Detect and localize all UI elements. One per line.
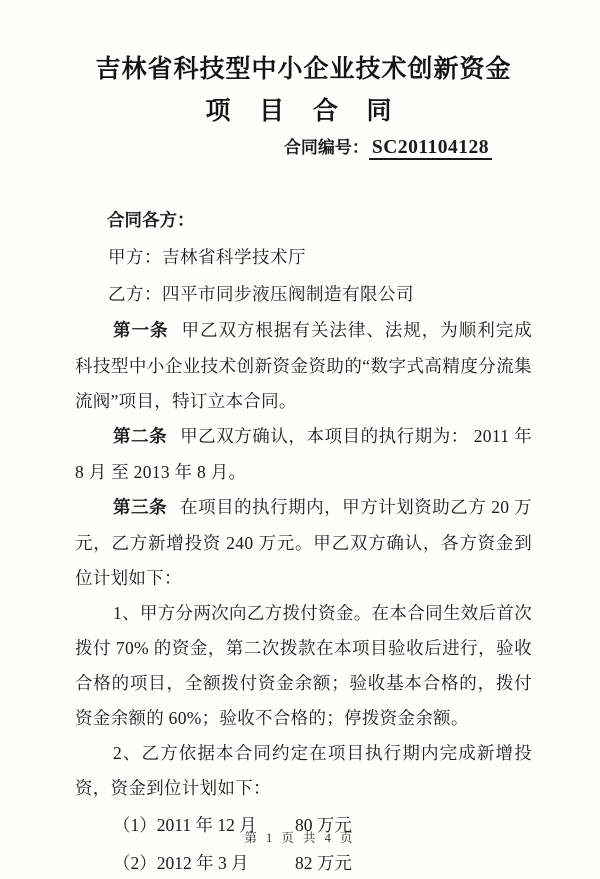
schedule-1-date: （1）2011 年 12 月 xyxy=(113,815,257,835)
clause-1-paragraph: 1、甲方分两次向乙方拨付资金。在本合同生效后首次拨付 70% 的资金，第二次拨款在本项目验收后进行，验收合格的项目，全额拨付资金余额；验收基本合格的，拨付资金余额的 60%；验收不合格的；停拨资金余额。 xyxy=(75,603,532,728)
article-1-paragraph xyxy=(75,313,532,419)
clause-2-paragraph: 2、乙方依据本合同约定在项目执行期内完成新增投资，资金到位计划如下： xyxy=(75,743,532,798)
page-number-footer: 第 1 页 共 4 页 xyxy=(244,831,356,845)
article-2-paragraph xyxy=(75,419,532,490)
document-title-line2: 项 目 合 同 xyxy=(205,96,402,125)
party-b-line: 乙方：四平市同步液压阀制造有限公司 xyxy=(108,284,414,304)
contract-number-value: SC201104128 xyxy=(369,137,492,160)
investment-schedule-row-2 xyxy=(113,844,532,879)
article-1-label: 第一条 xyxy=(113,321,169,341)
article-3-text: 在项目的执行期内，甲方计划资助乙方 20 万元，乙方新增投资 240 万元。甲乙双方确认，各方资金到位计划如下： xyxy=(75,497,532,588)
parties-heading: 合同各方： xyxy=(107,211,195,231)
schedule-2-amount: 82 万元 xyxy=(295,853,352,873)
article-1-text: 甲乙双方根据有关法律、法规，为顺利完成科技型中小企业技术创新资金资助的“数字式高精度分流集流阀”项目，特订立本合同。 xyxy=(75,320,533,411)
article-2-label: 第二条 xyxy=(113,427,168,447)
article-3-paragraph xyxy=(75,490,532,596)
article-3-label: 第三条 xyxy=(113,498,168,518)
schedule-2-date: （2）2012 年 3 月 xyxy=(113,853,249,873)
schedule-1-amount: 80 万元 xyxy=(295,815,352,835)
article-2-text: 甲乙双方确认，本项目的执行期为： 2011 年 8 月 至 2013 年 8 月。 xyxy=(75,426,533,482)
document-title-line1: 吉林省科技型中小企业技术创新资金 xyxy=(95,54,512,83)
party-a-line: 甲方：吉林省科学技术厅 xyxy=(108,247,306,267)
contract-number-line xyxy=(75,134,532,163)
contract-number-label: 合同编号： xyxy=(283,138,369,158)
